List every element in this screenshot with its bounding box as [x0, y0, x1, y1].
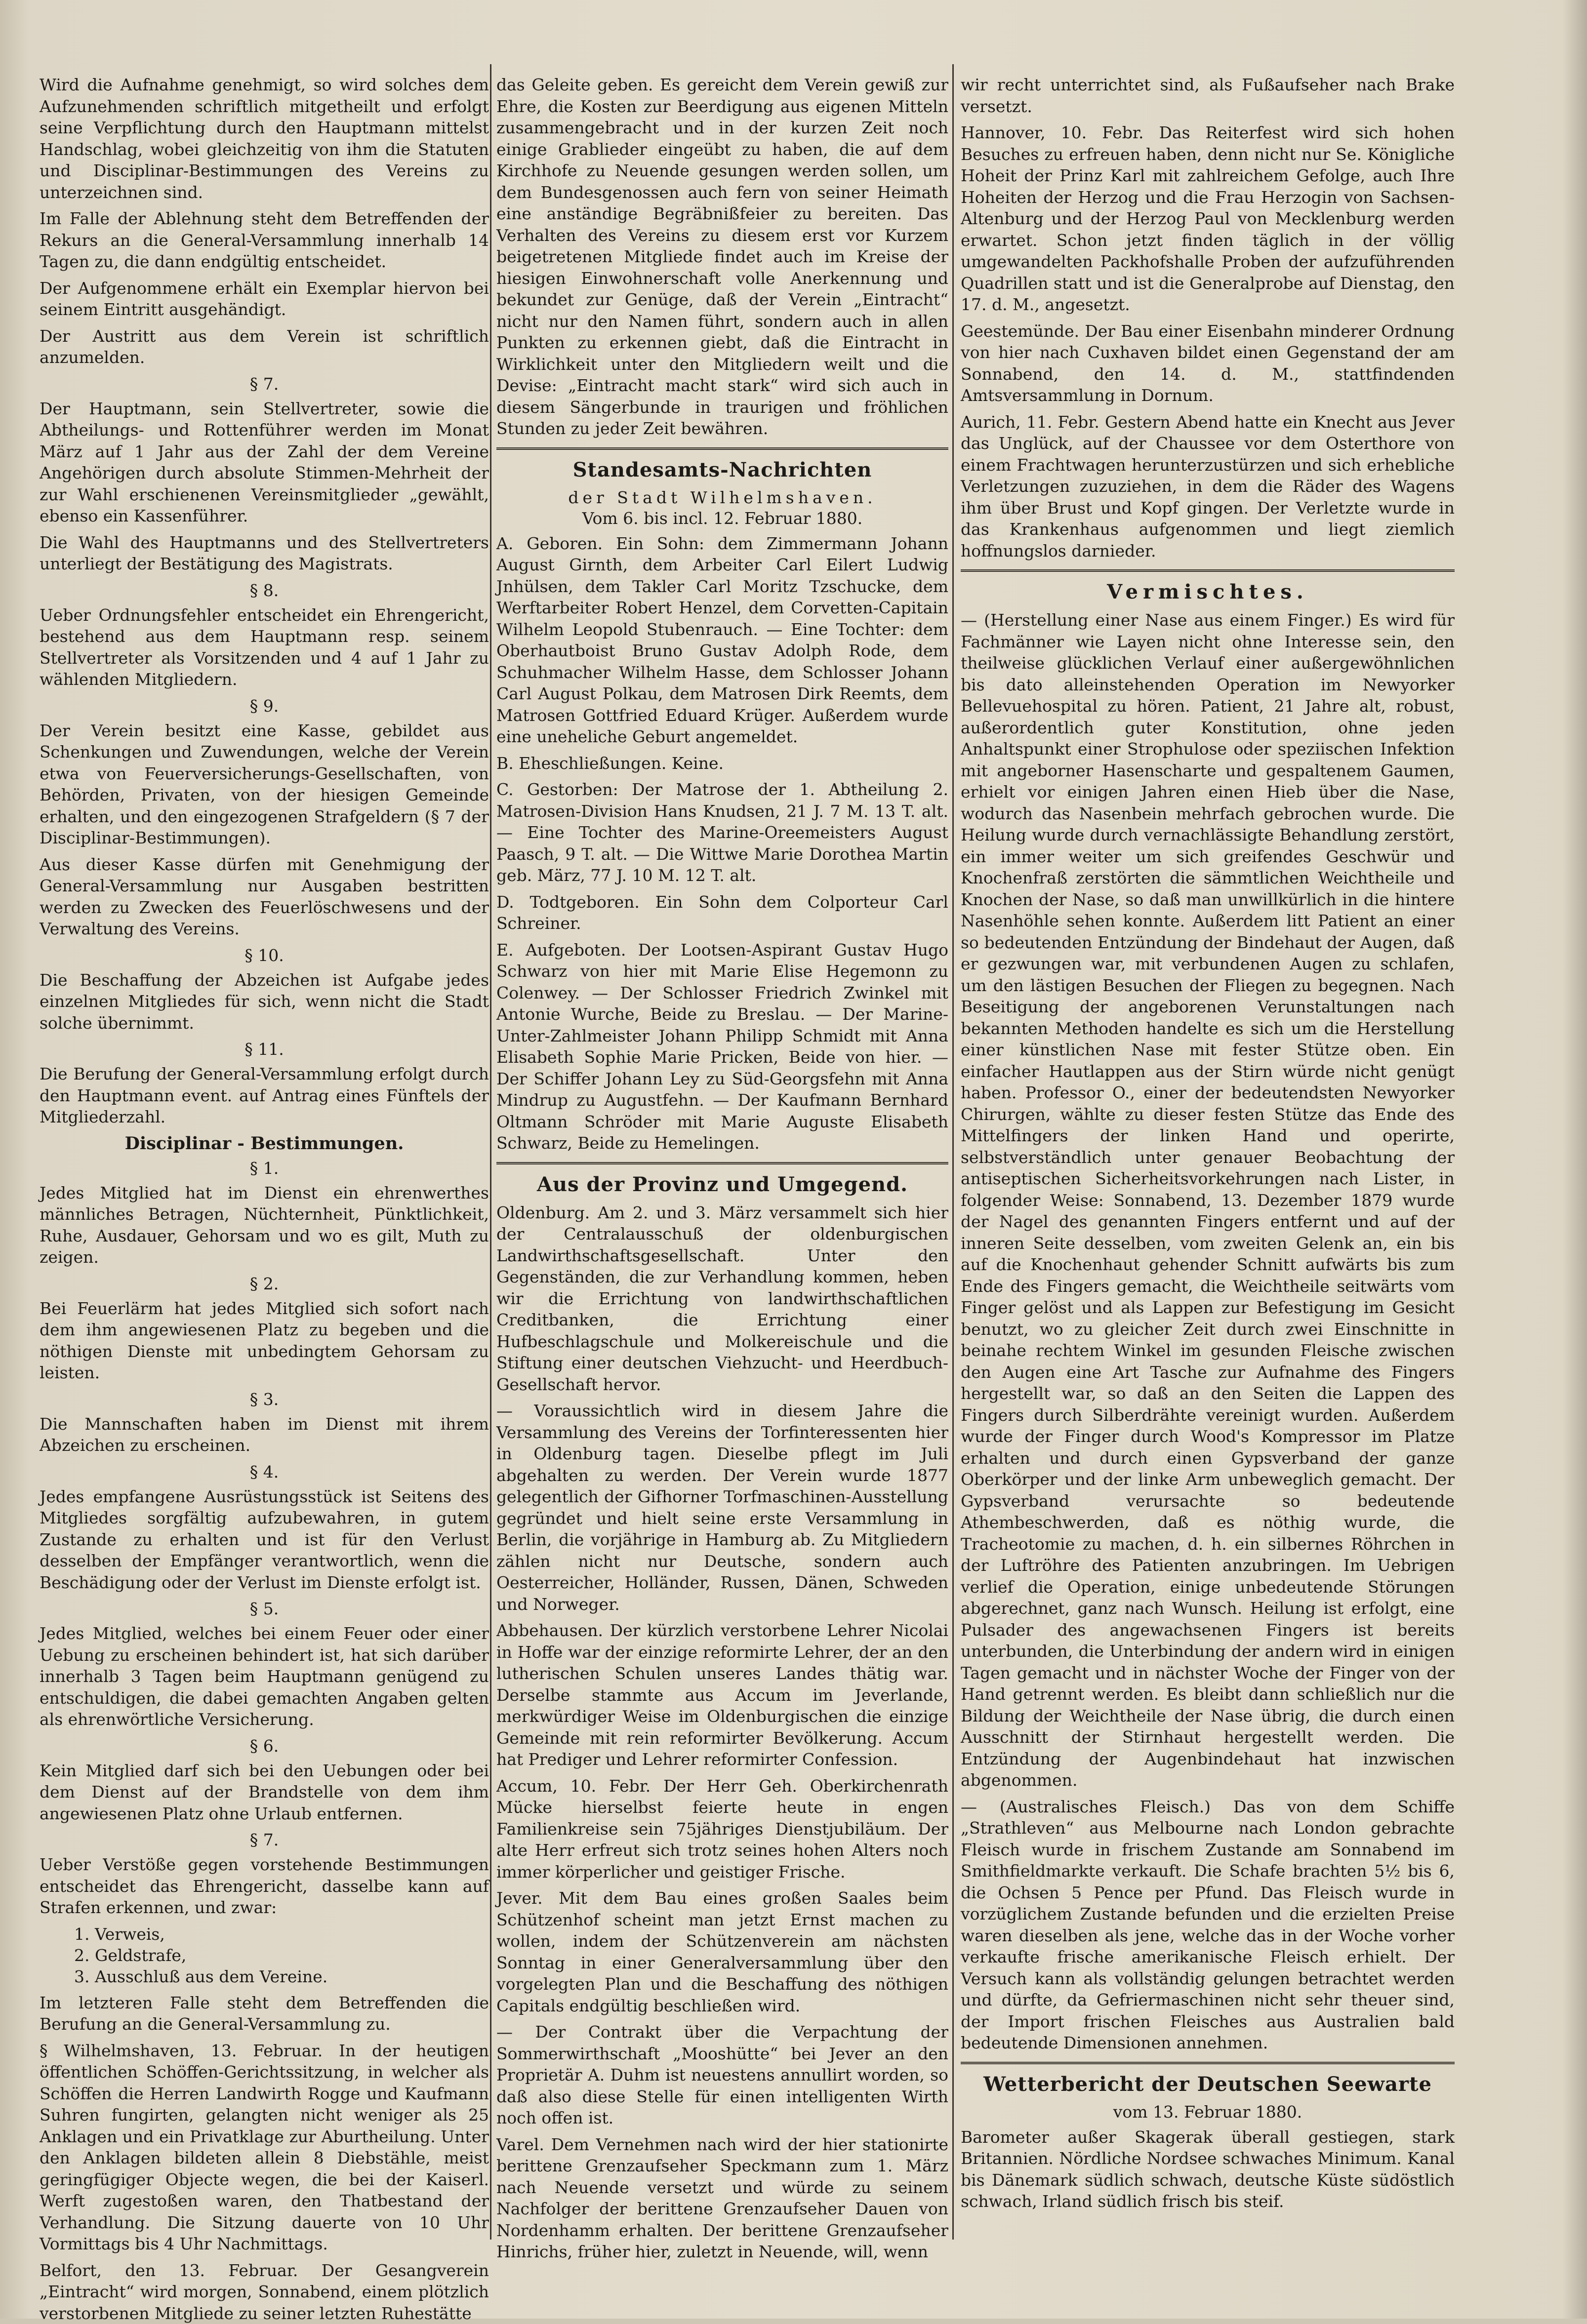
section-number: § 10. [40, 945, 489, 966]
column-right [961, 74, 1455, 2264]
paragraph: Jedes Mitglied, welches bei einem Feuer oder einer Uebung zu erscheinen behindert ist, hat sich darüber innerhalb 3 Tagen beim Hauptmann genügend zu entschuldigen, die dabei gemachten Angaben gelten als ehrenwörtliche Versicherung. [40, 1623, 489, 1730]
section-heading: Wetterbericht der Deutschen Seewarte [961, 2071, 1455, 2098]
paragraph: wir recht unterrichtet sind, als Fußaufseher nach Brake versetzt. [961, 74, 1455, 117]
section-heading: Aus der Provinz und Umgegend. [496, 1171, 948, 1198]
section-number: § 3. [40, 1389, 489, 1410]
penalty-list [74, 1923, 489, 1987]
section-heading: Vermischtes. [961, 579, 1455, 605]
news-item: — (Australisches Fleisch.) Das von dem Schiffe „Strathleven“ aus Melbourne nach London gebrachte Fleisch wurde in frischem Zustande am Sonnabend im Smithfieldmarkte verkauft. Die Schafe brachten 5½ bis 6, die Ochsen 5 Pence per Pfund. Das Fleisch wurde in vorzüglichem Zustande befunden und die erzielten Preise waren dieselben als jene, welche das in der Woche vorher verkaufte frische amerikanische Fleisch erhielt. Der Versuch kann als vollständig gelungen betrachtet werden und dürfte, da Gefriermaschinen nicht sehr theuer sind, der Import frischen Fleisches aus Australien bald bedeutende Dimensionen annehmen. [961, 1796, 1455, 2054]
paragraph: Ueber Verstöße gegen vorstehende Bestimmungen entscheidet das Ehrengericht, dasselbe kann auf Strafen erkennen, und zwar: [40, 1854, 489, 1919]
section-number: § 7. [40, 1829, 489, 1851]
registry-entry: A. Geboren. Ein Sohn: dem Zimmermann Johann August Girnth, dem Arbeiter Carl Eilert Ludwig Jnhülsen, dem Takler Carl Moritz Tzschucke, dem Werftarbeiter Robert Henzel, dem Corvetten-Capitain Wilhelm Leopold Stubenrauch. — Eine Tochter: dem Oberhautboist Bruno Gustav Adolph Rode, dem Schuhmacher Wilhelm Hasse, dem Schlosser Johann Carl August Polkau, dem Matrosen Dirk Reemts, dem Matrosen Gottfried Eduard Krüger. Außerdem wurde eine uneheliche Geburt angemeldet. [496, 533, 948, 748]
news-item: — (Herstellung einer Nase aus einem Finger.) Es wird für Fachmänner wie Layen nicht ohne Interesse sein, den theilweise glücklichen Verlauf einer außergewöhnlichen bis dato alleinstehenden Operation im Newyorker Bellevuehospital zu hören. Patient, 21 Jahre alt, robust, außerordentlich guter Konstitution, ohne jeden Anhaltspunkt einer Strophulose oder speziischen Infektion mit angeborner Hasenscharte und gespaltenem Gaumen, erhielt vor einigen Jahren einen Hieb über die Nase, wodurch das Nasenbein mehrfach gebrochen wurde. Die Heilung wurde durch vernachlässigte Behandlung zerstört, ein immer weiter um sich greifendes Geschwür und Knochenfraß zerstörten die sämmtlichen Weichtheile und Knochen der Nase, so daß man unwillkürlich in die hintere Nasenhöhle sehen konnte. Außerdem litt Patient an einer so bedeutenden Entzündung der Bindehaut der Augen, daß er gezwungen war, mit verbundenen Augen zu schlafen, um den lästigen Besuchen der Fliegen zu begegnen. Nach Beseitigung der angeborenen Verunstaltungen nach bekannten Methoden handelte es sich um die Herstellung einer künstlichen Nase mit fester Stütze oben. Ein einfacher Hautlappen aus der Stirn würde nicht genügt haben. Professor O., einer der bedeutendsten Newyorker Chirurgen, wählte zu dieser festen Stütze das Ende des Mittelfingers der linken Hand und operirte, selbstverständlich unter genauer Beobachtung der antiseptischen Sicherheitsvorkehrungen nach Lister, in folgender Weise: Sonnabend, 13. Dezember 1879 wurde der Nagel des genannten Fingers entfernt und auf der inneren Seite desselben, vom zweiten Gelenk an, ein bis auf die Knochenhaut gehender Schnitt aufwärts bis zum Ende des Fingers gemacht, die Weichtheile seitwärts vom Finger gelöst und als Lappen zur Befestigung im Gesicht benutzt, wo zu gleicher Zeit durch zwei Einschnitte in beinahe rechtem Winkel im gesunden Fleische zwischen den Augen eine Art Tasche zur Aufnahme des Fingers hergestellt war, so daß an den Seiten die Lappen des Fingers durch Silberdrähte vereinigt wurden. Außerdem wurde der Finger durch Wood's Kompressor im Platze erhalten und durch einen Gypsverband der ganze Oberkörper und der linke Arm unbeweglich gemacht. Der Gypsverband verursachte so bedeutende Athembeschwerden, daß es nöthig wurde, die Tracheotomie zu machen, d. h. ein silbernes Röhrchen in der Luftröhre des Patienten anzubringen. Im Uebrigen verlief die Operation, einige unbedeutende Störungen abgerechnet, ganz nach Wunsch. Heilung ist erfolgt, eine Pulsader des angewachsenen Fingers ist bereits unterbunden, die Unterbindung der andern wird in einigen Tagen gemacht und in nächster Woche der Finger von der Hand getrennt werden. Es bleibt dann schließlich nur die Bildung der Weichtheile der Nase übrig, die durch einen Ausschnitt der Stirnhaut hergestellt werden. Die Entzündung der Augenbindehaut hat inzwischen abgenommen. [961, 609, 1455, 1791]
news-item: Accum, 10. Febr. Der Herr Geh. Oberkirchenrath Mücke hierselbst feierte heute in engen Familienkreise sein 75jähriges Dienstjubiläum. Der alte Herr erfreut sich trotz seines hohen Alters noch immer körperlicher und geistiger Frische. [496, 1775, 948, 1883]
list-item: 1. Verweis, [74, 1923, 489, 1945]
section-heading: Disciplinar - Bestimmungen. [40, 1133, 489, 1155]
news-item: § Wilhelmshaven, 13. Februar. In der heutigen öffentlichen Schöffen-Gerichtssitzung, in welcher als Schöffen die Herren Landwirth Rogge und Kaufmann Suhren fungirten, gelangten nicht weniger als 25 Anklagen und ein Privatklage zur Aburtheilung. Unter den Anklagen bildeten allein 8 Diebstähle, meist geringfügiger Objecte wegen, die bei der Kaiserl. Werft zugestoßen waren, den Thatbestand der Verhandlung. Die Sitzung dauerte von 10 Uhr Vormittags bis 4 Uhr Nachmittags. [40, 2040, 489, 2255]
section-number: § 11. [40, 1039, 489, 1060]
section-rule [961, 2062, 1455, 2064]
registry-entry: D. Todtgeboren. Ein Sohn dem Colporteur Carl Schreiner. [496, 891, 948, 934]
list-item: 2. Geldstrafe, [74, 1945, 489, 1966]
paragraph: Der Verein besitzt eine Kasse, gebildet aus Schenkungen und Zuwendungen, welche der Verein etwa von Feuerversicherungs-Gesellschaften, von Behörden, Privaten, von der hiesigen Gemeinde erhalten, und den eingezogenen Strafgeldern (§ 7 der Disciplinar-Bestimmungen). [40, 720, 489, 849]
section-rule [961, 569, 1455, 572]
section-number: § 9. [40, 695, 489, 717]
paragraph: Jedes empfangene Ausrüstungsstück ist Seitens des Mitgliedes sorgfältig aufzubewahren, in gutem Zustande zu erhalten und ist für den Verlust desselben der Empfänger verantwortlich, wenn die Beschädigung oder der Verlust im Dienste erfolgt ist. [40, 1486, 489, 1594]
section-rule [496, 1162, 948, 1164]
paragraph: das Geleite geben. Es gereicht dem Verein gewiß zur Ehre, die Kosten zur Beerdigung aus eigenen Mitteln zusammengebracht und in der kurzen Zeit noch einige Grablieder eingeübt zu haben, die auf dem Kirchhofe zu Neuende gesungen werden sollen, um dem Bundesgenossen auch fern von seiner Heimath eine anständige Begräbnißfeier zu bereiten. Das Verhalten des Vereins zu diesem erst vor Kurzem beigetretenen Mitgliede findet auch im Kreise der hiesigen Einwohnerschaft volle Anerkennung und bekundet zur Genüge, daß der Verein „Eintracht“ nicht nur den Namen führt, sondern auch in allen Punkten zu erkennen giebt, daß die Eintracht in Wirklichkeit unter den Mitgliedern weilt und die Devise: „Eintracht macht stark“ wird sich auch in diesem Sängerbunde in traurigen und fröhlichen Stunden zu jeder Zeit bewähren. [496, 74, 948, 440]
paragraph: Die Beschaffung der Abzeichen ist Aufgabe jedes einzelnen Mitgliedes für sich, wenn nicht die Stadt solche übernimmt. [40, 969, 489, 1034]
registry-entry: E. Aufgeboten. Der Lootsen-Aspirant Gustav Hugo Schwarz von hier mit Marie Elise Hegemonn zu Colenwey. — Der Schlosser Friedrich Zwinkel mit Antonie Wurche, Beide zu Breslau. — Der Marine-Unter-Zahlmeister Johann Philipp Schmidt mit Anna Elisabeth Sophie Marie Pricken, Beide von hier. — Der Schiffer Johann Ley zu Süd-Georgsfehn mit Anna Mindrup zu Augustfehn. — Der Kaufmann Bernhard Oltmann Schröder mit Marie Auguste Elisabeth Schwarz, Beide zu Hemelingen. [496, 939, 948, 1154]
column-middle [496, 74, 948, 2264]
paragraph: Aus dieser Kasse dürfen mit Genehmigung der General-Versammlung nur Ausgaben bestritten werden zu Zwecken des Feuerlöschwesens und der Verwaltung des Vereins. [40, 854, 489, 940]
section-date: vom 13. Februar 1880. [961, 2102, 1455, 2123]
paragraph: Wird die Aufnahme genehmigt, so wird solches dem Aufzunehmenden schriftlich mitgetheilt und erfolgt seine Verpflichtung durch den Hauptmann mittelst Handschlag, wobei gleichzeitig von ihm die Statuten und Disciplinar-Bestimmungen des Vereins zu unterzeichnen sind. [40, 74, 489, 203]
paragraph: Die Wahl des Hauptmanns und des Stellvertreters unterliegt der Bestätigung des Magistrats. [40, 532, 489, 575]
news-item: — Der Contrakt über die Verpachtung der Sommerwirthschaft „Mooshütte“ bei Jever an den Proprietär A. Duhm ist neuestens annullirt worden, so daß also diese Stelle für einen intelligenten Wirth noch offen ist. [496, 2021, 948, 2129]
paragraph: Bei Feuerlärm hat jedes Mitglied sich sofort nach dem ihm angewiesenen Platz zu begeben und die nöthigen Dienste mit unbedingtem Gehorsam zu leisten. [40, 1298, 489, 1384]
section-number: § 5. [40, 1598, 489, 1620]
section-heading: Standesamts-Nachrichten [496, 457, 948, 483]
section-date: Vom 6. bis incl. 12. Februar 1880. [496, 508, 948, 529]
news-item: Geestemünde. Der Bau einer Eisenbahn minderer Ordnung von hier nach Cuxhaven bildet einen Gegenstand der am Sonnabend, den 14. d. M., stattfindenden Amtsversammlung in Dornum. [961, 321, 1455, 406]
news-item: Aurich, 11. Febr. Gestern Abend hatte ein Knecht aus Jever das Unglück, auf der Chaussee vor dem Osterthore von einem Frachtwagen herunterzustürzen und sich erhebliche Verletzungen zuzuziehen, in dem die Räder des Wagens ihm über Brust und Kopf gingen. Der Verletzte wurde in das Krankenhaus aufgenommen und liegt ziemlich hoffnungslos darnieder. [961, 411, 1455, 562]
news-item: Jever. Mit dem Bau eines großen Saales beim Schützenhof scheint man jetzt Ernst machen zu wollen, indem der Schützenverein am nächsten Sonntag in einer Generalversammlung über den vorgelegten Plan und die Beschaffung des nöthigen Capitals endgültig beschließen wird. [496, 1887, 948, 2016]
weather-report: Barometer außer Skagerak überall gestiegen, stark Britannien. Nördliche Nordsee schwaches Minimum. Kanal bis Dänemark südlich schwach, deutsche Küste südöstlich schwach, Irland südlich frisch bis steif. [961, 2126, 1455, 2212]
section-number: § 2. [40, 1273, 489, 1295]
section-number: § 6. [40, 1735, 489, 1757]
registry-entry: C. Gestorben: Der Matrose der 1. Abtheilung 2. Matrosen-Division Hans Knudsen, 21 J. 7 M. 13 T. alt. — Eine Tochter des Marine-Oreemeisters August Paasch, 9 T. alt. — Die Wittwe Marie Dorothea Martin geb. März, 77 J. 10 M. 12 T. alt. [496, 779, 948, 886]
paragraph: Der Hauptmann, sein Stellvertreter, sowie die Abtheilungs- und Rottenführer werden im Monat März auf 1 Jahr aus der Zahl der dem Vereine Angehörigen durch absolute Stimmen-Mehrheit der zur Wahl erschienenen Vereinsmitglieder „gewählt, ebenso ein Kassenführer. [40, 398, 489, 527]
paragraph: Jedes Mitglied hat im Dienst ein ehrenwerthes männliches Betragen, Nüchternheit, Pünktlichkeit, Ruhe, Ausdauer, Gehorsam und wo es gilt, Muth zu zeigen. [40, 1182, 489, 1268]
section-rule [496, 447, 948, 450]
section-number: § 8. [40, 580, 489, 601]
news-item: Belfort, den 13. Februar. Der Gesangverein „Eintracht“ wird morgen, Sonnabend, einem plötzlich verstorbenen Mitgliede zu seiner letzten Ruhestätte [40, 2260, 489, 2324]
section-number: § 7. [40, 373, 489, 395]
news-item: Abbehausen. Der kürzlich verstorbene Lehrer Nicolai in Hoffe war der einzige reformirte Lehrer, der an den lutherischen Schulen unseres Landes thätig war. Derselbe stammte aus Accum im Jeverlande, merkwürdiger Weise im Oldenburgischen die einzige Gemeinde mit rein reformirter Bevölkerung. Accum hat Prediger und Lehrer reformirter Confession. [496, 1620, 948, 1770]
news-item: Varel. Dem Vernehmen nach wird der hier stationirte berittene Grenzaufseher Speckmann zum 1. März nach Neuende versetzt und würde zu seinem Nachfolger der berittene Grenzaufseher Dauen von Nordenhamm erhalten. Der berittene Grenzaufseher Hinrichs, früher hier, zuletzt in Neuende, will, wenn [496, 2134, 948, 2263]
paragraph: Ueber Ordnungsfehler entscheidet ein Ehrengericht, bestehend aus dem Hauptmann resp. seinem Stellvertreter als Vorsitzenden und 4 auf 1 Jahr zu wählenden Mitgliedern. [40, 604, 489, 690]
paragraph: Die Mannschaften haben im Dienst mit ihrem Abzeichen zu erscheinen. [40, 1413, 489, 1456]
paragraph: Der Aufgenommene erhält ein Exemplar hiervon bei seinem Eintritt ausgehändigt. [40, 278, 489, 321]
paragraph: Im Falle der Ablehnung steht dem Betreffenden der Rekurs an die General-Versammlung innerhalb 14 Tagen zu, die dann endgültig entscheidet. [40, 208, 489, 273]
column-left [40, 74, 489, 2264]
news-item: Hannover, 10. Febr. Das Reiterfest wird sich hohen Besuches zu erfreuen haben, denn nicht nur Se. Königliche Hoheit der Prinz Karl mit zahlreichem Gefolge, auch Ihre Hoheiten der Herzog und die Frau Herzogin von Sachsen-Altenburg und der Herzog Paul von Mecklenburg werden erwartet. Schon jetzt finden täglich in der völlig umgewandelten Packhofshalle Proben der aufzuführenden Quadrillen statt und ist die Generalprobe auf Dienstag, den 17. d. M., angesetzt. [961, 122, 1455, 316]
list-item: 3. Ausschluß aus dem Vereine. [74, 1966, 489, 1987]
section-number: § 1. [40, 1158, 489, 1179]
news-item: Oldenburg. Am 2. und 3. März versammelt sich hier der Centralausschuß der oldenburgischen Landwirthschaftsgesellschaft. Unter den Gegenständen, die zur Verhandlung kommen, heben wir die Errichtung von landwirthschaftlichen Creditbanken, die Errichtung einer Hufbeschlagschule und Molkereischule und die Stiftung einer deutschen Viehzucht- und Heerdbuch-Gesellschaft hervor. [496, 1202, 948, 1396]
paragraph: Im letzteren Falle steht dem Betreffenden die Berufung an die General-Versammlung zu. [40, 1992, 489, 2035]
paragraph: Kein Mitglied darf sich bei den Uebungen oder bei dem Dienst auf der Brandstelle von dem ihm angewiesenen Platz ohne Urlaub entfernen. [40, 1760, 489, 1825]
section-number: § 4. [40, 1461, 489, 1483]
page-edge-shadow [1562, 0, 1587, 2319]
paragraph: Die Berufung der General-Versammlung erfolgt durch den Hauptmann event. auf Antrag eines Fünftels der Mitgliederzahl. [40, 1063, 489, 1128]
column-divider [952, 64, 954, 2240]
paragraph: Der Austritt aus dem Verein ist schriftlich anzumelden. [40, 325, 489, 368]
column-divider [490, 64, 491, 2240]
section-subheading: der Stadt Wilhelmshaven. [496, 487, 948, 508]
registry-entry: B. Eheschließungen. Keine. [496, 753, 948, 774]
news-item: — Voraussichtlich wird in diesem Jahre die Versammlung des Vereins der Torfinteressenten hier in Oldenburg tagen. Dieselbe pflegt im Juli abgehalten zu werden. Der Verein wurde 1877 gelegentlich der Gifhorner Torfmaschinen-Ausstellung gegründet und hielt seine erste Versammlung in Berlin, die vorjährige in Hamburg ab. Zu Mitgliedern zählen nicht nur Deutsche, sondern auch Oesterreicher, Holländer, Russen, Dänen, Schweden und Norweger. [496, 1400, 948, 1615]
